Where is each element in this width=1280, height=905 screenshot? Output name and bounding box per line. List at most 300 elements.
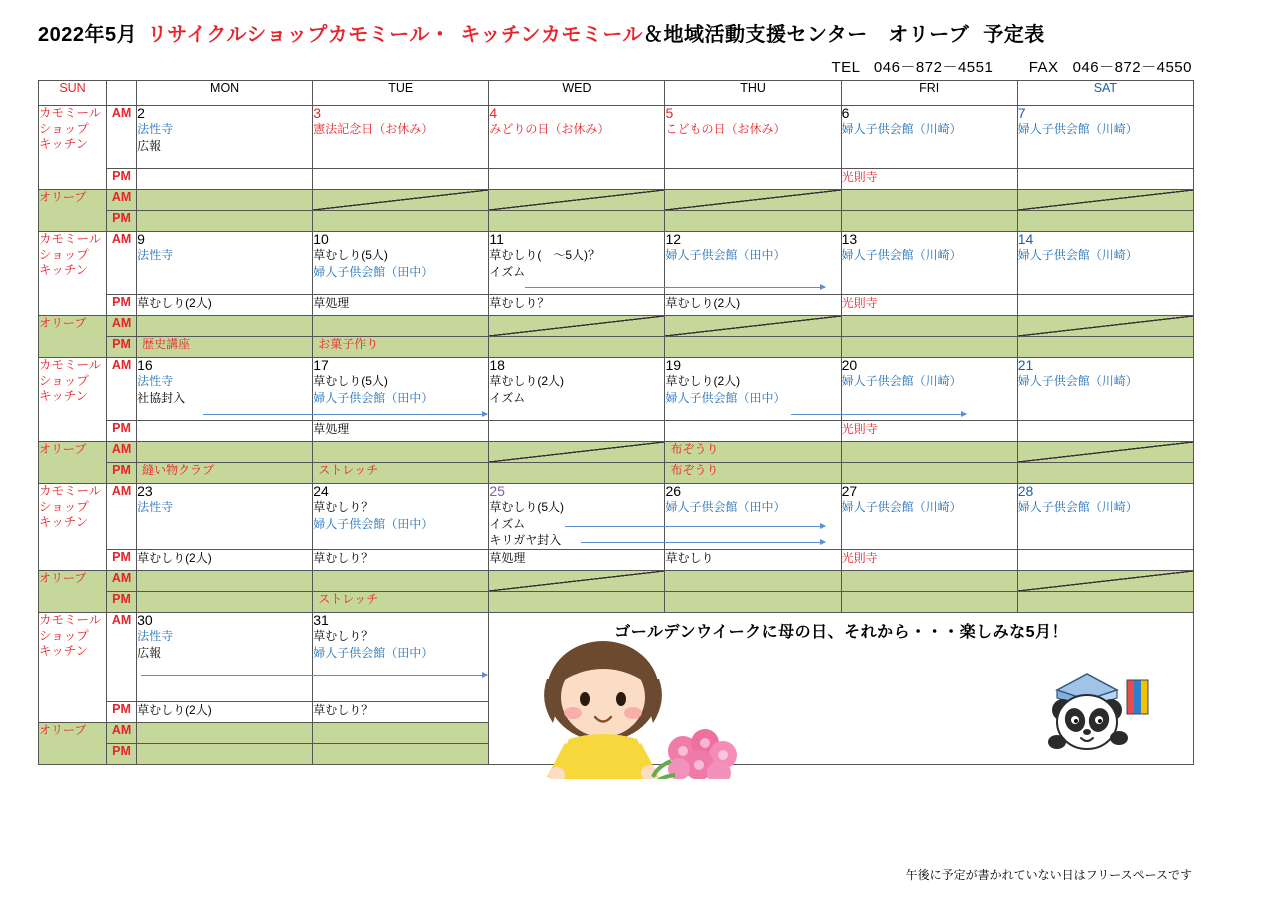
day-cell-6[interactable] (841, 106, 1017, 169)
olive-cell[interactable] (1017, 211, 1193, 232)
event: 法性寺 (137, 374, 174, 389)
day-number: 4 (489, 105, 498, 121)
event (1018, 590, 1028, 608)
pm-cell[interactable] (313, 169, 489, 190)
event: 布ぞうり (670, 442, 719, 456)
olive-cell[interactable] (313, 442, 489, 463)
event: 婦人子供会館（田中） (313, 264, 434, 279)
day-cell-16[interactable] (137, 358, 313, 421)
title-org-recycle: リサイクルショップカモミール (147, 24, 430, 46)
event: 草むしり(2人) (137, 296, 212, 310)
weekday-header-row (39, 81, 1194, 106)
title-org-kitchen: キッチンカモミール (460, 24, 644, 46)
week3-kamomile-am (39, 358, 1194, 421)
pm-cell[interactable] (1017, 169, 1193, 190)
event: 草むしり(5人) (313, 374, 388, 389)
pm-cell[interactable] (841, 550, 1017, 571)
day-number: 17 (313, 357, 329, 373)
tel-number: 046－872－4551 (873, 59, 994, 76)
event (137, 590, 147, 608)
olive-cell[interactable] (1017, 316, 1193, 337)
day-number: 30 (137, 612, 153, 629)
pm-cell[interactable] (313, 295, 489, 316)
event: キリガヤ封入 (489, 533, 562, 548)
event: 草むしり？ (313, 703, 374, 718)
am-label: AM (107, 190, 137, 211)
week3-kamomile-pm (39, 421, 1194, 442)
event: イズム (489, 516, 526, 531)
pm-cell[interactable] (665, 295, 841, 316)
day-cell-19[interactable] (665, 358, 841, 421)
label-line-2: ショップ (39, 499, 89, 514)
day-number: 21 (1017, 357, 1034, 373)
olive-cell[interactable] (313, 744, 489, 765)
olive-cell[interactable] (137, 744, 313, 765)
olive-cell[interactable] (313, 190, 489, 211)
week4-olive-am (39, 571, 1194, 592)
pm-cell[interactable] (137, 550, 313, 571)
event: イズム (489, 264, 526, 279)
event: 婦人子供会館（川崎） (841, 500, 962, 515)
olive-cell[interactable] (489, 442, 665, 463)
dow-tue: TUE (313, 81, 489, 106)
pm-label: PM (107, 211, 137, 232)
event: みどりの日（お休み） (489, 122, 610, 137)
day-cell-27[interactable] (841, 484, 1017, 550)
day-cell-26[interactable] (665, 484, 841, 550)
day-cell-17[interactable] (313, 358, 489, 421)
olive-cell[interactable] (137, 592, 313, 613)
event: ストレッチ (318, 592, 379, 607)
pm-label: PM (107, 169, 137, 190)
dow-sun: SUN (39, 81, 107, 106)
day-number: 19 (665, 357, 682, 373)
day-number: 18 (489, 357, 505, 373)
day-number: 24 (313, 483, 329, 499)
row-label-kamomile (39, 613, 107, 723)
event: 縫い物クラブ (142, 463, 215, 477)
olive-cell[interactable] (313, 463, 489, 484)
title-month: 2022年5月 (38, 24, 138, 46)
event (1018, 209, 1028, 227)
week5-kamomile-am (39, 613, 1194, 702)
label-line-1: カモミール (39, 613, 102, 628)
event: こどもの日（お休み） (665, 122, 786, 137)
pm-cell[interactable] (665, 550, 841, 571)
event: 歴史講座 (142, 337, 191, 351)
event (842, 209, 852, 227)
event: 法性寺 (137, 500, 174, 515)
day-cell-23[interactable] (137, 484, 313, 550)
event: 草むしり(2人) (665, 374, 741, 389)
olive-cell[interactable] (489, 571, 665, 592)
event: 草むしり？ (313, 500, 374, 515)
fax-label: FAX (1028, 59, 1059, 76)
dow-thu: THU (665, 81, 841, 106)
day-cell-4[interactable] (489, 106, 665, 169)
event (842, 590, 852, 608)
olive-cell[interactable] (137, 571, 313, 592)
tel-label: TEL (831, 59, 860, 76)
day-cell-31[interactable] (313, 613, 489, 702)
day-cell-7[interactable] (1017, 106, 1193, 169)
week1-kamomile-pm (39, 169, 1194, 190)
dow-fri: FRI (841, 81, 1017, 106)
day-number: 23 (137, 483, 153, 499)
label-line-3: キッチン (39, 515, 89, 530)
day-number: 5 (665, 105, 674, 121)
pm-cell[interactable] (665, 169, 841, 190)
olive-cell[interactable] (665, 211, 841, 232)
day-number: 3 (313, 105, 321, 121)
pm-label: PM (107, 421, 137, 442)
schedule-table (38, 80, 1194, 765)
duration-arrow (203, 414, 313, 415)
pm-cell[interactable] (841, 421, 1017, 442)
label-line-2: ショップ (39, 628, 89, 643)
day-cell-13[interactable] (841, 232, 1017, 295)
am-label: AM (107, 723, 137, 744)
day-number: 31 (313, 612, 329, 629)
week3-olive-pm (39, 463, 1194, 484)
olive-cell[interactable] (841, 592, 1017, 613)
event: 婦人子供会館（田中） (665, 390, 786, 405)
event: 婦人子供会館（川崎） (1017, 122, 1138, 137)
pm-label: PM (107, 295, 137, 316)
footnote: 午後に予定が書かれていない日はフリースペースです (905, 868, 1192, 882)
event: 婦人子供会館（川崎） (1017, 374, 1138, 389)
fax-number: 046－872－4550 (1072, 59, 1192, 76)
event: 布ぞうり (670, 463, 719, 477)
event: 光則寺 (841, 551, 878, 566)
day-number: 7 (1017, 105, 1026, 121)
event: 法性寺 (137, 629, 174, 644)
pm-cell[interactable] (665, 421, 841, 442)
am-label: AM (107, 316, 137, 337)
event (313, 742, 323, 760)
day-cell-12[interactable] (665, 232, 841, 295)
event: 婦人子供会館（川崎） (841, 248, 962, 263)
girl-with-bouquet-illustration (499, 639, 759, 779)
week2-olive-pm (39, 337, 1194, 358)
olive-cell[interactable] (137, 190, 313, 211)
olive-cell[interactable] (489, 337, 665, 358)
event (137, 209, 147, 227)
pm-cell[interactable] (313, 421, 489, 442)
event: 光則寺 (841, 170, 878, 184)
am-label: AM (107, 571, 137, 592)
day-cell-28[interactable] (1017, 484, 1193, 550)
event (489, 461, 499, 479)
day-number: 11 (489, 231, 504, 247)
event (313, 721, 323, 739)
olive-cell[interactable] (841, 190, 1017, 211)
event (842, 335, 852, 353)
day-number: 28 (1017, 483, 1034, 499)
event: 法性寺 (137, 122, 174, 137)
day-number: 2 (137, 105, 145, 121)
olive-cell[interactable] (313, 316, 489, 337)
olive-cell[interactable] (841, 571, 1017, 592)
event (1018, 461, 1028, 479)
week4-olive-pm (39, 592, 1194, 613)
olive-cell[interactable] (1017, 571, 1193, 592)
olive-cell[interactable] (1017, 442, 1193, 463)
day-cell-5[interactable] (665, 106, 841, 169)
olive-cell[interactable] (1017, 463, 1193, 484)
label-line-1: カモミール (39, 358, 102, 372)
event: 草むしり(5人) (489, 500, 565, 515)
week2-olive-am (39, 316, 1194, 337)
week2-kamomile-am (39, 232, 1194, 295)
pm-cell[interactable] (489, 169, 665, 190)
pm-cell[interactable] (137, 169, 313, 190)
olive-cell[interactable] (313, 592, 489, 613)
olive-cell[interactable] (137, 463, 313, 484)
olive-cell[interactable] (665, 442, 841, 463)
day-cell-18[interactable] (489, 358, 665, 421)
olive-cell[interactable] (841, 316, 1017, 337)
olive-cell[interactable] (665, 592, 841, 613)
event: 草むしり(2人) (665, 296, 741, 310)
olive-cell[interactable] (1017, 337, 1193, 358)
day-number: 13 (841, 231, 858, 247)
event: 光則寺 (841, 296, 878, 310)
event: 婦人子供会館（川崎） (841, 122, 962, 137)
olive-cell[interactable] (1017, 592, 1193, 613)
event: 憲法記念日（お休み） (313, 122, 434, 137)
olive-cell[interactable] (841, 463, 1017, 484)
day-cell-11[interactable] (489, 232, 665, 295)
day-cell-20[interactable] (841, 358, 1017, 421)
document-title (38, 18, 1045, 47)
olive-cell[interactable] (489, 211, 665, 232)
am-label: AM (107, 442, 137, 463)
event: 広報 (137, 645, 162, 660)
event: 婦人子供会館（川崎） (841, 374, 962, 389)
label-line-1: カモミール (39, 484, 102, 498)
day-cell-25[interactable] (489, 484, 665, 550)
duration-arrow (141, 675, 307, 676)
am-label: AM (107, 484, 137, 550)
week2-kamomile-pm (39, 295, 1194, 316)
pm-cell[interactable] (489, 550, 665, 571)
event: 草むしり(2人) (489, 374, 565, 389)
event: イズム (489, 390, 526, 405)
day-cell-2[interactable] (137, 106, 313, 169)
am-label: AM (107, 358, 137, 421)
event (489, 335, 499, 353)
olive-cell[interactable] (665, 571, 841, 592)
title-doc-type: 予定表 (983, 24, 1045, 46)
event: 草処理 (489, 551, 526, 566)
olive-cell[interactable] (137, 723, 313, 744)
event (842, 461, 852, 479)
olive-cell[interactable] (665, 463, 841, 484)
duration-arrow (307, 675, 487, 676)
olive-cell[interactable] (489, 463, 665, 484)
event (489, 590, 499, 608)
olive-cell[interactable] (841, 211, 1017, 232)
event (665, 335, 675, 353)
pm-label: PM (107, 550, 137, 571)
week1-olive-am (39, 190, 1194, 211)
dow-sat: SAT (1017, 81, 1193, 106)
day-number: 14 (1017, 231, 1034, 247)
event: 草むしり(2人) (137, 551, 212, 566)
day-number: 6 (841, 105, 850, 121)
olive-cell[interactable] (137, 211, 313, 232)
day-number: 12 (665, 231, 682, 247)
row-label-olive: オリーブ (39, 190, 107, 232)
olive-cell[interactable] (313, 337, 489, 358)
event: 法性寺 (137, 248, 174, 263)
event: 婦人子供会館（田中） (313, 645, 434, 660)
pm-cell[interactable] (489, 421, 665, 442)
event: 草むしり？ (313, 551, 374, 566)
pm-cell[interactable] (137, 295, 313, 316)
event (137, 742, 147, 760)
day-cell-3[interactable] (313, 106, 489, 169)
row-label-olive: オリーブ (39, 723, 107, 765)
week4-kamomile-am (39, 484, 1194, 550)
event: 草むしり？ (313, 629, 374, 644)
label-line-3: キッチン (39, 263, 89, 278)
event (313, 209, 323, 227)
pm-cell[interactable] (313, 702, 489, 723)
pm-cell[interactable] (137, 421, 313, 442)
pm-cell[interactable] (489, 295, 665, 316)
am-label: AM (107, 232, 137, 295)
olive-cell[interactable] (137, 442, 313, 463)
am-label: AM (107, 106, 137, 169)
pm-cell[interactable] (841, 295, 1017, 316)
row-label-olive: オリーブ (39, 316, 107, 358)
olive-cell[interactable] (489, 190, 665, 211)
panda-mascot-icon (1035, 662, 1155, 758)
pm-cell[interactable] (137, 702, 313, 723)
duration-arrow (307, 414, 487, 415)
event: 婦人子供会館（川崎） (1017, 248, 1138, 263)
label-line-1: カモミール (39, 106, 102, 120)
olive-cell[interactable] (313, 571, 489, 592)
event (489, 209, 499, 227)
event: 婦人子供会館（田中） (313, 390, 434, 405)
label-line-3: キッチン (39, 137, 89, 152)
pm-cell[interactable] (841, 169, 1017, 190)
event: 草むしり？ (489, 296, 550, 310)
olive-cell[interactable] (841, 442, 1017, 463)
event: 光則寺 (841, 422, 878, 436)
row-label-olive: オリーブ (39, 571, 107, 613)
olive-cell[interactable] (665, 190, 841, 211)
olive-cell[interactable] (489, 592, 665, 613)
pm-label: PM (107, 702, 137, 723)
day-number: 26 (665, 483, 682, 499)
day-number: 10 (313, 231, 329, 247)
event: ストレッチ (318, 463, 379, 477)
event (137, 721, 147, 739)
day-number: 25 (489, 483, 505, 499)
label-line-3: キッチン (39, 644, 89, 659)
olive-cell[interactable] (313, 211, 489, 232)
olive-cell[interactable] (137, 316, 313, 337)
event: 草むしり( ～5人)？ (489, 248, 601, 263)
week1-olive-pm (39, 211, 1194, 232)
olive-cell[interactable] (841, 337, 1017, 358)
row-label-kamomile (39, 232, 107, 316)
am-label: AM (107, 613, 137, 702)
day-cell-10[interactable] (313, 232, 489, 295)
olive-cell[interactable] (137, 337, 313, 358)
event: 草むしり(5人) (313, 248, 388, 263)
day-cell-30[interactable] (137, 613, 313, 702)
row-label-kamomile (39, 484, 107, 571)
pm-cell[interactable] (1017, 550, 1193, 571)
row-label-kamomile (39, 358, 107, 442)
week4-kamomile-pm (39, 550, 1194, 571)
event: 草むしり (665, 551, 714, 566)
pm-cell[interactable] (313, 550, 489, 571)
dow-spacer (107, 81, 137, 106)
label-line-2: ショップ (39, 373, 89, 388)
week3-olive-am (39, 442, 1194, 463)
event: 社協封入 (137, 390, 186, 405)
title-separator-dot: ・ (429, 24, 451, 46)
pm-label: PM (107, 463, 137, 484)
event: 草処理 (313, 422, 350, 436)
day-number: 27 (841, 483, 858, 499)
olive-cell[interactable] (489, 316, 665, 337)
event: お菓子作り (318, 337, 379, 351)
label-line-2: ショップ (39, 247, 89, 262)
event (665, 590, 675, 608)
event: 婦人子供会館（田中） (313, 516, 434, 531)
label-line-2: ショップ (39, 121, 89, 136)
day-cell-14[interactable] (1017, 232, 1193, 295)
event (665, 209, 675, 227)
olive-cell[interactable] (313, 723, 489, 744)
day-number: 16 (137, 357, 153, 373)
pm-cell[interactable] (1017, 421, 1193, 442)
event: 広報 (137, 138, 162, 153)
label-line-3: キッチン (39, 389, 89, 404)
contact-info (831, 56, 1192, 77)
row-label-olive: オリーブ (39, 442, 107, 484)
day-number: 20 (841, 357, 858, 373)
day-cell-24[interactable] (313, 484, 489, 550)
day-cell-21[interactable] (1017, 358, 1193, 421)
pm-cell[interactable] (1017, 295, 1193, 316)
week1-kamomile-am (39, 106, 1194, 169)
pm-label: PM (107, 744, 137, 765)
seasonal-message: ゴールデンウイークに母の日、それから・・・楽しみな5月！ (614, 624, 1069, 642)
day-number: 9 (137, 231, 145, 247)
event: 草処理 (313, 296, 350, 310)
olive-cell[interactable] (1017, 190, 1193, 211)
event (1018, 335, 1028, 353)
label-line-1: カモミール (39, 232, 102, 246)
dow-wed: WED (489, 81, 665, 106)
pm-label: PM (107, 592, 137, 613)
dow-mon: MON (137, 81, 313, 106)
event: 婦人子供会館（田中） (665, 500, 786, 515)
olive-cell[interactable] (665, 316, 841, 337)
pm-label: PM (107, 337, 137, 358)
illustration-area (489, 613, 1194, 765)
olive-cell[interactable] (665, 337, 841, 358)
day-cell-9[interactable] (137, 232, 313, 295)
